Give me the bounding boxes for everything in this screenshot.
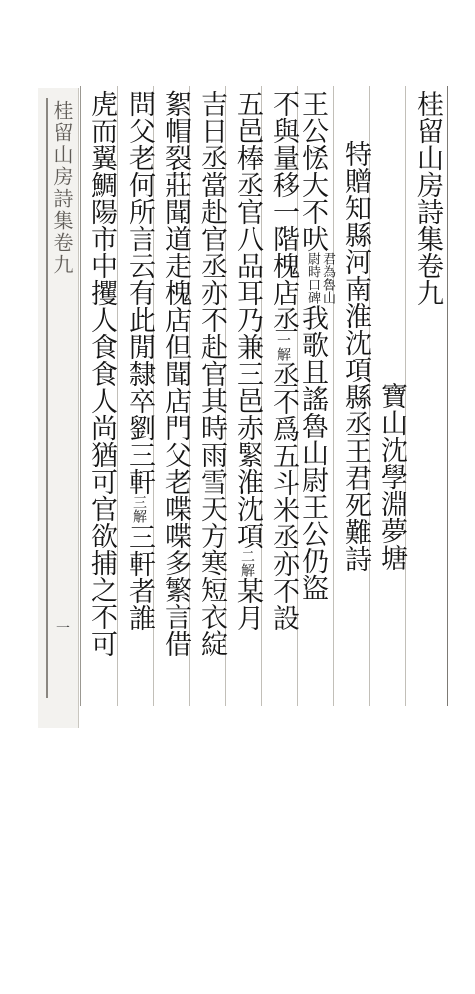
column-text: 問父老何所言云有此閒隸卒劉三軒 xyxy=(124,90,155,495)
text-column-10: 虎而翼鯛陽市中攫人食食人尚猶可官欲捕之不可 xyxy=(86,90,117,657)
text-column-7: 吉日丞當赴官丞亦不赴官其時雨雪天方寒短衣綻 xyxy=(196,90,227,657)
text-column-5 xyxy=(267,90,299,702)
column-text-tail: 三軒者誰 xyxy=(124,523,155,631)
poem-title-column: 特贈知縣河南淮沈項縣丞王君死難詩 xyxy=(340,140,371,572)
note-line-a: 君為魯山 xyxy=(320,252,335,304)
column-text: 王公恡大不吠 xyxy=(297,90,328,252)
note-line-b: 尉時口碑 xyxy=(305,252,320,304)
text-block xyxy=(80,86,448,706)
stanza-marker: 一解 xyxy=(275,333,291,361)
edge-folio-marker: 一 xyxy=(56,621,70,637)
edge-header-text: 桂留山房詩集卷九 xyxy=(50,100,74,276)
column-text: 不與量移一階槐店丞 xyxy=(268,90,299,333)
column-text: 五邑棒丞官八品耳乃兼三邑赤緊淮沈項 xyxy=(232,90,263,549)
text-column-8: 絮帽裂莊聞道走槐店但聞店門父老喋喋多繁言借 xyxy=(160,90,191,657)
title-column: 桂留山房詩集卷九 xyxy=(412,90,443,306)
column-text-tail: 丞不爲五斗米丞亦不設 xyxy=(268,361,299,631)
edge-binding-line xyxy=(46,98,48,698)
interlinear-note xyxy=(305,252,335,304)
stanza-marker: 三解 xyxy=(131,495,147,523)
column-text-tail: 某月 xyxy=(232,577,263,631)
column-rule xyxy=(117,86,118,706)
stanza-marker: 二解 xyxy=(239,549,255,577)
text-column-6 xyxy=(231,90,263,702)
text-column-4 xyxy=(297,90,335,702)
column-text-tail: 我歌且謠魯山尉王公仍盜 xyxy=(297,304,328,601)
text-column-9 xyxy=(123,90,155,702)
author-column: 寶山沈學淵夢塘 xyxy=(376,382,407,571)
